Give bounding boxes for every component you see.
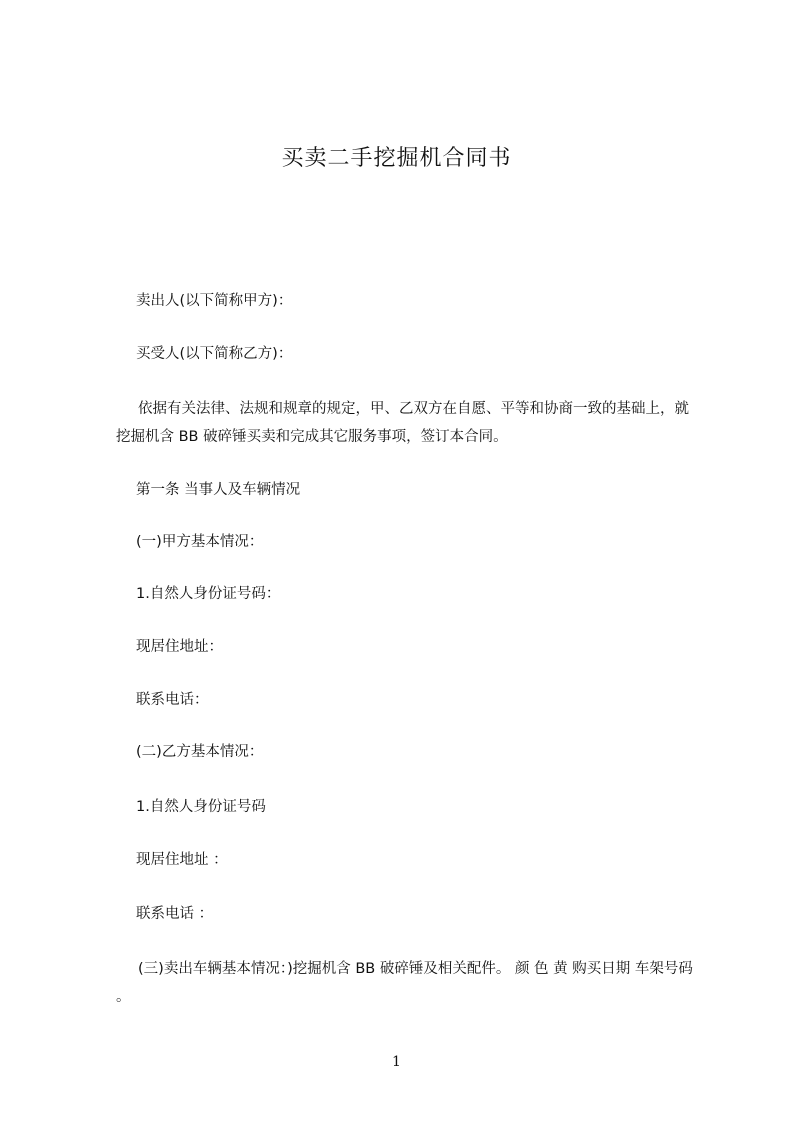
document-title: 买卖二手挖掘机合同书	[281, 146, 512, 171]
party-b-phone: 联系电话 ：	[136, 906, 214, 922]
party-b-heading: (二)乙方基本情况：	[136, 744, 264, 760]
article-1-heading: 第一条 当事人及车辆情况	[136, 482, 301, 498]
party-b-address: 现居住地址 ：	[136, 852, 228, 868]
intro-paragraph: 依据有关法律、法规和规章的规定，甲、乙双方在自愿、平等和协商一致的基础上，就 挖掘机含 BB 破碎锤买卖和完成其它服务事项，签订本合同。	[116, 401, 689, 445]
party-a-address: 现居住地址：	[136, 639, 223, 655]
party-a-id-number: 1.自然人身份证号码：	[136, 586, 281, 602]
seller-label: 卖出人(以下简称甲方)：	[136, 293, 293, 309]
vehicle-paragraph: (三)卖出车辆基本情况：)挖掘机含 BB 破碎锤及相关配件。 颜 色 黄 购买日期 车架号码 。	[116, 961, 693, 1005]
party-a-heading: (一)甲方基本情况：	[136, 534, 264, 550]
buyer-label: 买受人(以下简称乙方)：	[136, 346, 293, 362]
party-a-phone: 联系电话：	[136, 692, 209, 708]
party-b-id-number: 1.自然人身份证号码	[136, 799, 266, 815]
page-number: 1	[392, 1054, 401, 1070]
